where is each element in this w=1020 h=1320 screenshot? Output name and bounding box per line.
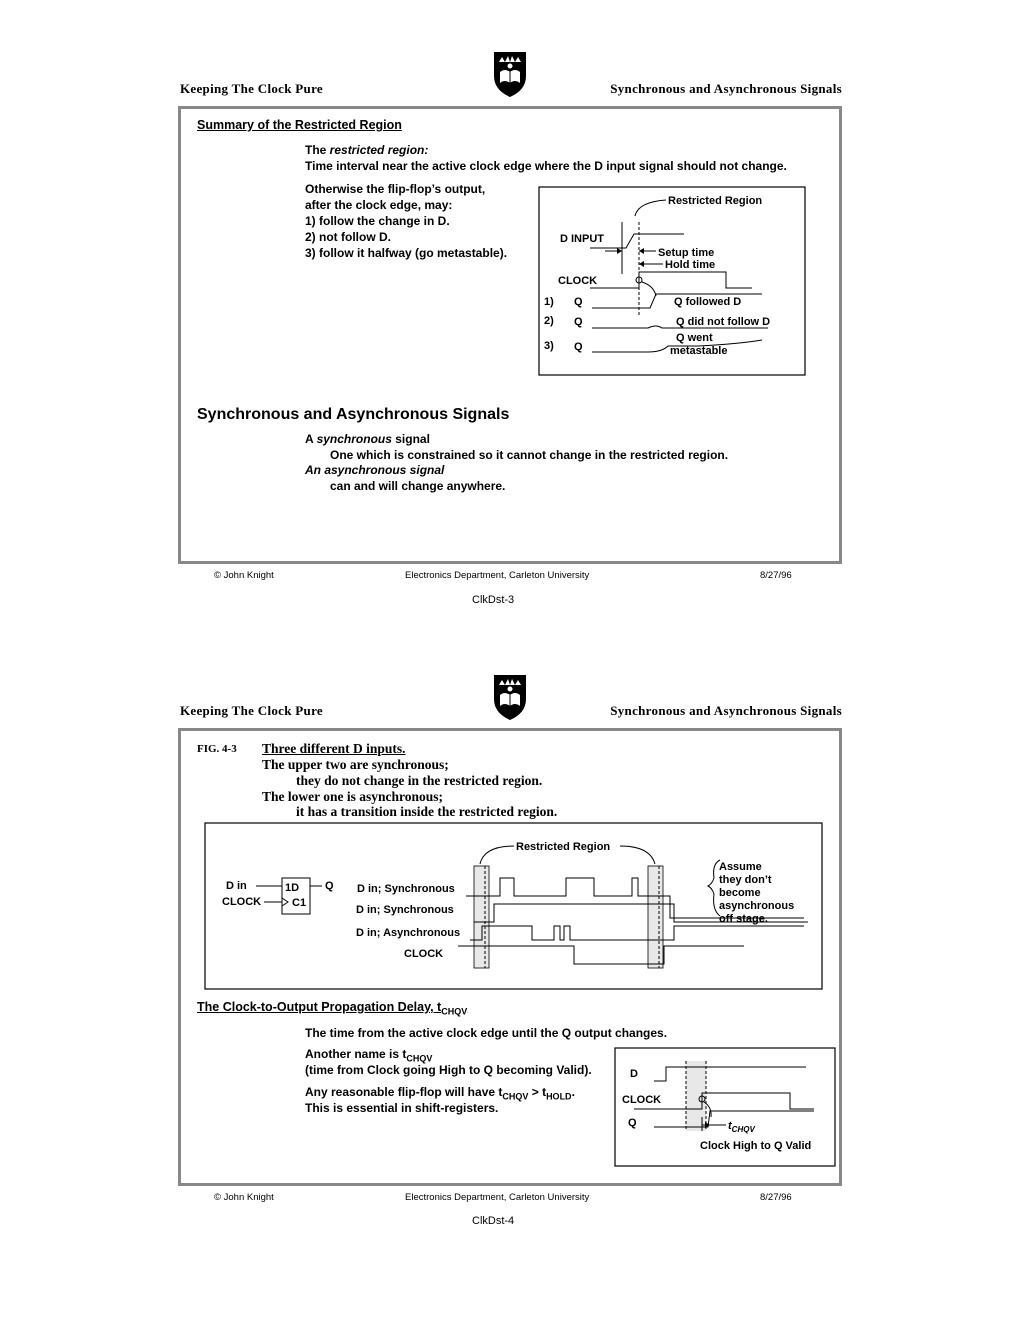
- essential-line: This is essential in shift-registers.: [305, 1101, 499, 1115]
- d-input-label: D INPUT: [560, 233, 604, 245]
- assume-line-3: become: [719, 887, 761, 899]
- header-left: Keeping The Clock Pure: [180, 81, 323, 96]
- another-name-line: Another name is $t_{CHQV}$: [305, 1047, 433, 1064]
- header-right: Synchronous and Asynchronous Signals: [610, 703, 842, 718]
- page-code: ClkDst-3: [472, 594, 515, 606]
- fig-line-2: they do not change in the restricted region.: [296, 773, 543, 788]
- sync-async-title: Synchronous and Asynchronous Signals: [197, 406, 510, 423]
- t-chqv-label: $t_{CHQV}$: [728, 1120, 755, 1134]
- assume-line-5: off stage.: [719, 913, 768, 925]
- restricted-region-label: Restricted Region: [516, 841, 611, 853]
- row2-q-label: Q: [574, 316, 583, 328]
- clock-label: CLOCK: [558, 275, 598, 287]
- footer-author: © John Knight: [214, 1192, 274, 1203]
- restricted-region-timing-diagram: [538, 186, 806, 378]
- clock-label: CLOCK: [622, 1094, 662, 1106]
- q-label: Q: [628, 1117, 637, 1129]
- fig-line-3: The lower one is asynchronous;: [262, 789, 444, 804]
- otherwise-list: Otherwise the flip-flop’s output, after the clock edge, may: 1) follow the change in D. 2) not follow D. 3) follow it halfway (go metastable).: [305, 182, 508, 260]
- fig-line-4: it has a transition inside the restricted region.: [296, 804, 558, 819]
- d-label: D: [630, 1068, 638, 1080]
- row2-number: 2): [544, 315, 554, 327]
- d-in-label: D in: [226, 880, 247, 892]
- expansion-line: (time from Clock going High to Q becoming Valid).: [305, 1063, 592, 1077]
- sync-line: A synchronous signal: [305, 432, 430, 446]
- reasonable-line: Any reasonable flip-flop will have $t_{CHQV} > t_{HOLD}$.: [305, 1085, 575, 1102]
- delay-description: The time from the active clock edge until the Q output changes.: [305, 1026, 668, 1040]
- clock-label: CLOCK: [222, 896, 262, 908]
- assume-line-4: asynchronous: [719, 900, 795, 912]
- university-crest-logo: [492, 50, 528, 98]
- row3-number: 3): [544, 340, 554, 352]
- row1-q-label: Q: [574, 296, 583, 308]
- university-crest-logo: [492, 673, 528, 721]
- fig-label: FIG. 4-3: [197, 743, 237, 755]
- ff-1d-label: 1D: [285, 882, 300, 894]
- header-right: Synchronous and Asynchronous Signals: [610, 81, 842, 96]
- ff-q-label: Q: [325, 880, 334, 892]
- footer-dept: Electronics Department, Carleton University: [405, 1192, 590, 1203]
- definition-line: The restricted region:: [305, 143, 429, 157]
- assume-line-1: Assume: [719, 861, 762, 873]
- clock-to-output-timing-diagram: [614, 1047, 838, 1169]
- async-label: D in; Asynchronous: [356, 927, 461, 939]
- clock-high-caption: Clock High to Q Valid: [700, 1140, 812, 1152]
- page-code: ClkDst-4: [472, 1215, 515, 1227]
- definition-body: Time interval near the active clock edge where the D input signal should not change.: [305, 159, 787, 173]
- hold-time-label: Hold time: [665, 259, 716, 271]
- async-term: An asynchronous signal: [305, 463, 445, 477]
- three-d-inputs-timing-figure: [204, 822, 824, 992]
- footer-date: 8/27/96: [760, 570, 792, 581]
- footer-dept: Electronics Department, Carleton University: [405, 570, 590, 581]
- assume-line-2: they don’t: [719, 874, 772, 886]
- delay-title: The Clock-to-Output Propagation Delay, $t_{CHQV}$: [197, 1000, 468, 1017]
- sync-definition: One which is constrained so it cannot change in the restricted region.: [330, 448, 729, 462]
- clock2-label: CLOCK: [404, 948, 444, 960]
- fig-title: Three different D inputs.: [262, 741, 406, 756]
- q-went-label: Q went: [676, 332, 713, 344]
- setup-time-label: Setup time: [658, 247, 715, 259]
- row1-number: 1): [544, 296, 554, 308]
- sync1-label: D in; Synchronous: [357, 883, 455, 895]
- q-followed-label: Q followed D: [674, 296, 742, 308]
- ff-c1-label: C1: [292, 897, 307, 909]
- restricted-region-label: Restricted Region: [668, 195, 763, 207]
- q-not-follow-label: Q did not follow D: [676, 316, 771, 328]
- sync2-label: D in; Synchronous: [356, 904, 454, 916]
- header-left: Keeping The Clock Pure: [180, 703, 323, 718]
- footer-author: © John Knight: [214, 570, 274, 581]
- footer-date: 8/27/96: [760, 1192, 792, 1203]
- summary-title: Summary of the Restricted Region: [197, 118, 402, 132]
- row3-q-label: Q: [574, 341, 583, 353]
- async-definition: can and will change anywhere.: [330, 479, 506, 493]
- metastable-label: metastable: [670, 345, 728, 357]
- fig-line-1: The upper two are synchronous;: [262, 757, 449, 772]
